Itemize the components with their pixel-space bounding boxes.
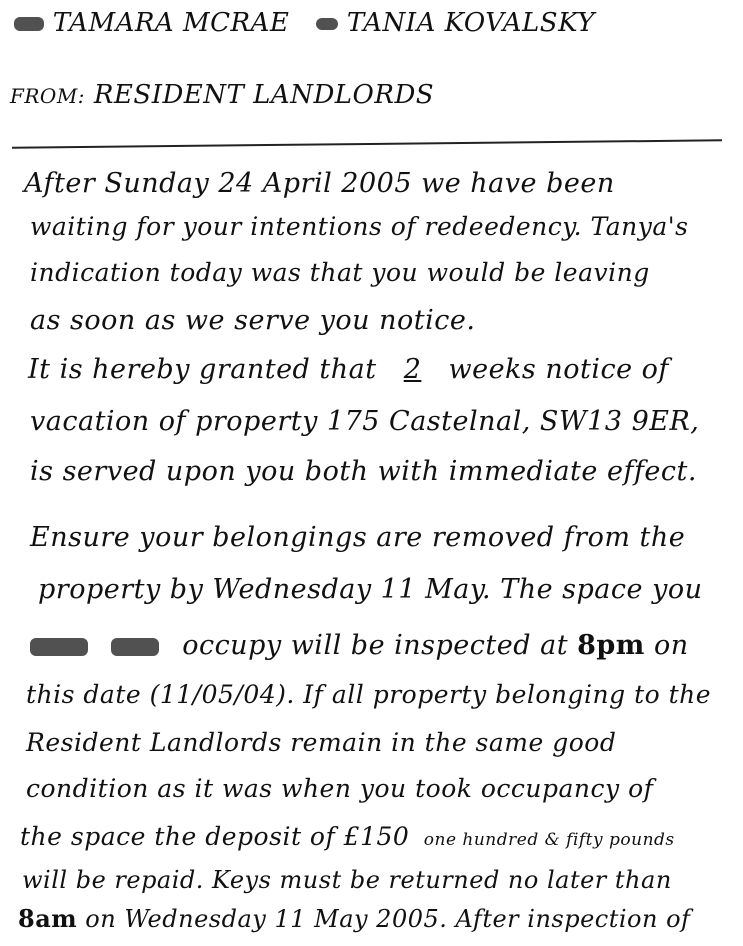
letter-line-11: this date (11/05/04). If all property belonging to the [26, 680, 712, 709]
letter-line-12: Resident Landlords remain in the same good [26, 728, 617, 757]
from-label: FROM: [10, 84, 86, 108]
from-line [10, 80, 434, 110]
crossed-out-word [111, 638, 159, 656]
inspection-text: occupy will be inspected at [182, 630, 569, 661]
letter-line-6: vacation of property 175 Castelnal, SW13 9ER, [30, 406, 700, 437]
to-line [14, 8, 595, 38]
letter-line-14 [20, 822, 675, 851]
weeks-notice-text: weeks notice of [448, 354, 669, 385]
key-return-time: 8am [18, 904, 78, 933]
deposit-text: the space the deposit of £150 [20, 822, 410, 851]
crossed-out-word [30, 638, 88, 656]
key-return-text: on Wednesday 11 May 2005. After inspection of [85, 905, 691, 933]
deposit-words: one hundred & fifty pounds [423, 830, 675, 850]
recipient-1: TAMARA MCRAE [52, 8, 290, 38]
recipient-2: TANIA KOVALSKY [346, 8, 595, 38]
inspection-time: 8pm [577, 630, 645, 661]
letter-line-9: property by Wednesday 11 May. The space you [38, 574, 703, 605]
letter-line-10 [30, 630, 689, 661]
strikethrough-mark [316, 18, 338, 30]
letter-line-1: After Sunday 24 April 2005 we have been [24, 168, 615, 199]
letter-line-16 [18, 904, 690, 933]
letter-line-3: indication today was that you would be leaving [30, 258, 650, 287]
letter-line-4: as soon as we serve you notice. [30, 305, 476, 336]
letter-line-5 [28, 354, 669, 385]
inspection-on: on [653, 630, 689, 661]
letter-line-7: is served upon you both with immediate effect. [30, 456, 697, 487]
granted-text: It is hereby granted that [28, 354, 377, 385]
letter-line-13: condition as it was when you took occupancy of [26, 774, 654, 803]
header-divider [12, 139, 722, 148]
strikethrough-mark [14, 17, 44, 31]
letter-line-2: waiting for your intentions of redeedency. Tanya's [30, 212, 689, 241]
from-value: RESIDENT LANDLORDS [93, 80, 435, 110]
letter-line-15: will be repaid. Keys must be returned no later than [22, 866, 672, 894]
letter-line-8: Ensure your belongings are removed from the [30, 522, 686, 553]
weeks-count: 2 [403, 354, 422, 385]
